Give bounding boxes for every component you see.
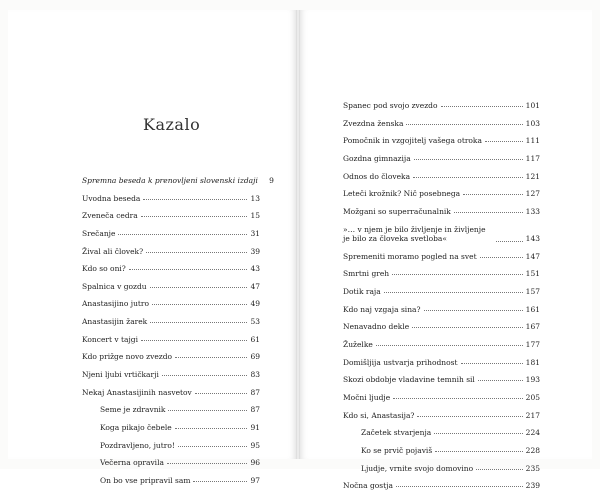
toc-entry	[343, 359, 540, 367]
toc-entry-title: Možgani so superračunalnik	[343, 207, 451, 217]
toc-entry	[343, 226, 540, 243]
toc-leader-dots	[478, 380, 523, 381]
toc-entry-title: Gozdna gimnazija	[343, 154, 411, 164]
toc-entry	[343, 429, 540, 437]
toc-leader-dots	[141, 340, 247, 341]
toc-leader-dots	[175, 428, 247, 429]
toc-entry-title: Dotik raja	[343, 286, 381, 296]
toc-page-number: 43	[250, 264, 260, 274]
toc-entry	[343, 412, 540, 420]
toc-page-number: 103	[525, 118, 540, 128]
toc-entry-title: Kdo prižge novo zvezdo	[82, 352, 173, 362]
toc-entry-title: Njeni ljubi vrtičkarji	[82, 370, 159, 380]
toc-leader-dots	[480, 257, 523, 258]
toc-entry	[343, 341, 540, 349]
toc-entry-title: Začetek stvarjenja	[361, 428, 432, 438]
toc-entry-title: Pomočnik in vzgojitelj vašega otroka	[343, 136, 482, 146]
toc-entry	[82, 336, 260, 344]
toc-page-number: 83	[250, 370, 260, 380]
toc-entry-title: Žival ali človek?	[82, 246, 144, 256]
toc-leader-dots	[454, 212, 523, 213]
toc-entry-title: Ko se prvič pojaviš	[361, 446, 433, 456]
toc-entry	[343, 253, 540, 261]
toc-page-number: 157	[525, 286, 540, 296]
toc-entry-title: Srečanje	[82, 228, 116, 238]
toc-entry	[82, 459, 260, 467]
toc-leader-dots	[463, 194, 523, 195]
toc-leader-dots	[435, 451, 522, 452]
toc-leader-dots	[150, 322, 247, 323]
toc-entry	[343, 190, 540, 198]
toc-page-number: 15	[250, 211, 260, 221]
toc-page-number: 117	[525, 154, 540, 164]
toc-entry-title: Kdo so oni?	[82, 264, 126, 274]
page-title: Kazalo	[143, 115, 201, 134]
toc-entry-title: Nočna gostja	[343, 481, 393, 491]
toc-leader-dots	[141, 216, 247, 217]
toc-entry-title: Ljudje, vrnite svojo domovino	[361, 463, 474, 473]
toc-entry-title: Skozi obdobje vladavine temnih sil	[343, 375, 475, 385]
toc-page-number: 181	[525, 357, 540, 367]
toc-entry	[343, 120, 540, 128]
toc-entry	[343, 270, 540, 278]
toc-leader-dots	[178, 446, 247, 447]
toc-entry	[82, 230, 260, 238]
toc-page-number: 13	[250, 193, 260, 203]
toc-entry	[82, 406, 260, 414]
toc-list-left	[82, 176, 274, 495]
toc-leader-dots	[175, 357, 247, 358]
toc-page-number: 217	[525, 410, 540, 420]
toc-leader-dots	[118, 234, 247, 235]
toc-entry	[343, 102, 540, 110]
toc-entry	[343, 208, 540, 216]
toc-page-number: 127	[525, 189, 540, 199]
toc-entry	[343, 155, 540, 163]
toc-leader-dots	[485, 141, 523, 142]
toc-leader-dots	[168, 410, 247, 411]
toc-page-number: 121	[525, 171, 540, 181]
toc-list-right	[343, 102, 540, 500]
toc-leader-dots	[193, 481, 247, 482]
toc-entry	[82, 248, 260, 256]
toc-leader-dots	[162, 375, 247, 376]
toc-entry-title: Zveneča cedra	[82, 211, 138, 221]
toc-entry	[82, 212, 260, 220]
toc-page-number: 228	[525, 446, 540, 456]
toc-entry	[343, 394, 540, 402]
toc-entry	[343, 376, 540, 384]
toc-entry-title: Nenavadno dekle	[343, 322, 410, 332]
toc-page-number: 239	[525, 481, 540, 491]
toc-entry-title: »… v njem je bilo življenje in življenje je bilo za človeka svetloba«	[343, 224, 486, 243]
toc-page-number: 97	[250, 475, 260, 485]
toc-leader-dots	[152, 304, 247, 305]
toc-entry-title: Koncert v tajgi	[82, 334, 139, 344]
toc-page-number: 143	[525, 233, 540, 243]
toc-leader-dots	[143, 199, 247, 200]
toc-page-number: 111	[525, 136, 540, 146]
toc-page-number: 91	[250, 422, 260, 432]
toc-leader-dots	[393, 398, 523, 399]
toc-leader-dots	[417, 416, 522, 417]
toc-entry	[82, 195, 260, 203]
toc-page-number: 39	[250, 246, 260, 256]
toc-entry	[343, 482, 540, 490]
toc-entry-title: Leteči krožnik? Nič posebnega	[343, 189, 461, 199]
toc-entry	[343, 447, 540, 455]
toc-leader-dots	[496, 241, 523, 242]
toc-leader-dots	[384, 292, 523, 293]
toc-page-number: 193	[525, 375, 540, 385]
toc-page-number: 49	[250, 299, 260, 309]
toc-entry-title: Seme je zdravnik	[100, 405, 166, 415]
toc-page-number: 147	[525, 251, 540, 261]
toc-entry	[82, 442, 260, 450]
toc-page-number: 101	[525, 101, 540, 110]
toc-leader-dots	[413, 177, 523, 178]
toc-page-number: 235	[525, 463, 540, 473]
toc-page-number: 47	[250, 281, 260, 291]
toc-entry	[82, 389, 260, 397]
toc-page-number: 95	[250, 440, 260, 450]
toc-leader-dots	[195, 393, 247, 394]
toc-entry-title: Smrtni greh	[343, 269, 390, 279]
toc-page-number: 87	[250, 387, 260, 397]
toc-entry-title: Nekaj Anastasijinih nasvetov	[82, 387, 192, 397]
toc-entry	[343, 288, 540, 296]
toc-page-number: 167	[525, 322, 540, 332]
toc-entry	[82, 300, 260, 308]
toc-page-number: 96	[250, 458, 260, 468]
toc-leader-dots	[434, 433, 522, 434]
toc-entry-title: Kdo si, Anastasija?	[343, 410, 415, 420]
toc-entry-title: Večerna opravila	[100, 458, 164, 468]
toc-entry	[343, 306, 540, 314]
toc-entry-title: Anastasijino jutro	[82, 299, 150, 309]
toc-entry-title: Žuželke	[343, 339, 373, 349]
toc-entry	[82, 176, 274, 185]
toc-page-number: 31	[250, 228, 260, 238]
toc-leader-dots	[376, 345, 523, 346]
toc-leader-dots	[129, 269, 247, 270]
toc-entry	[343, 323, 540, 331]
toc-entry-title: On bo vse pripravil sam	[100, 475, 191, 485]
toc-page-number: 61	[250, 334, 260, 344]
toc-leader-dots	[441, 106, 523, 107]
toc-entry-title: Uvodna beseda	[82, 193, 141, 203]
toc-entry-title: Močni ljudje	[343, 393, 391, 402]
toc-entry-title: Pozdravljeno, jutro!	[100, 440, 175, 450]
toc-leader-dots	[146, 252, 247, 253]
toc-entry	[82, 318, 260, 326]
toc-leader-dots	[406, 124, 522, 125]
toc-entry-title: Zvezdna ženska	[343, 118, 404, 128]
toc-entry	[82, 283, 260, 291]
toc-entry-title: Spremeniti moramo pogled na svet	[343, 251, 477, 261]
toc-leader-dots	[424, 310, 523, 311]
toc-entry	[82, 424, 260, 432]
toc-page-number: 177	[525, 339, 540, 349]
toc-leader-dots	[167, 463, 247, 464]
toc-leader-dots	[392, 274, 523, 275]
toc-page-number: 87	[250, 405, 260, 415]
toc-leader-dots	[412, 327, 523, 328]
toc-page-number: 133	[525, 207, 540, 217]
toc-entry-title: Koga pikajo čebele	[100, 422, 172, 432]
toc-entry	[82, 477, 260, 485]
toc-page-number: 151	[525, 269, 540, 279]
toc-page-number: 205	[525, 393, 540, 402]
toc-leader-dots	[414, 159, 523, 160]
toc-entry	[82, 371, 260, 379]
toc-entry-title: Spremna beseda k prenovljeni slovenski izdaji	[82, 176, 258, 185]
toc-entry-title: Kdo naj vzgaja sina?	[343, 304, 421, 314]
toc-entry	[343, 173, 540, 181]
toc-page-number: 224	[525, 428, 540, 438]
toc-entry-title: Anastasijin žarek	[82, 317, 148, 327]
toc-page-number: 9	[269, 176, 274, 185]
toc-entry	[343, 137, 540, 145]
toc-leader-dots	[461, 363, 523, 364]
toc-entry-title: Spalnica v gozdu	[82, 281, 147, 291]
toc-entry	[82, 353, 260, 361]
toc-page-number: 161	[525, 304, 540, 314]
toc-entry-title: Odnos do človeka	[343, 171, 411, 181]
toc-entry-title: Domišljija ustvarja prihodnost	[343, 357, 458, 367]
toc-entry-title: Spanec pod svojo zvezdo	[343, 101, 438, 110]
toc-page-number: 53	[250, 317, 260, 327]
toc-leader-dots	[396, 486, 523, 487]
toc-page-number: 69	[250, 352, 260, 362]
toc-leader-dots	[150, 287, 247, 288]
toc-entry	[82, 265, 260, 273]
